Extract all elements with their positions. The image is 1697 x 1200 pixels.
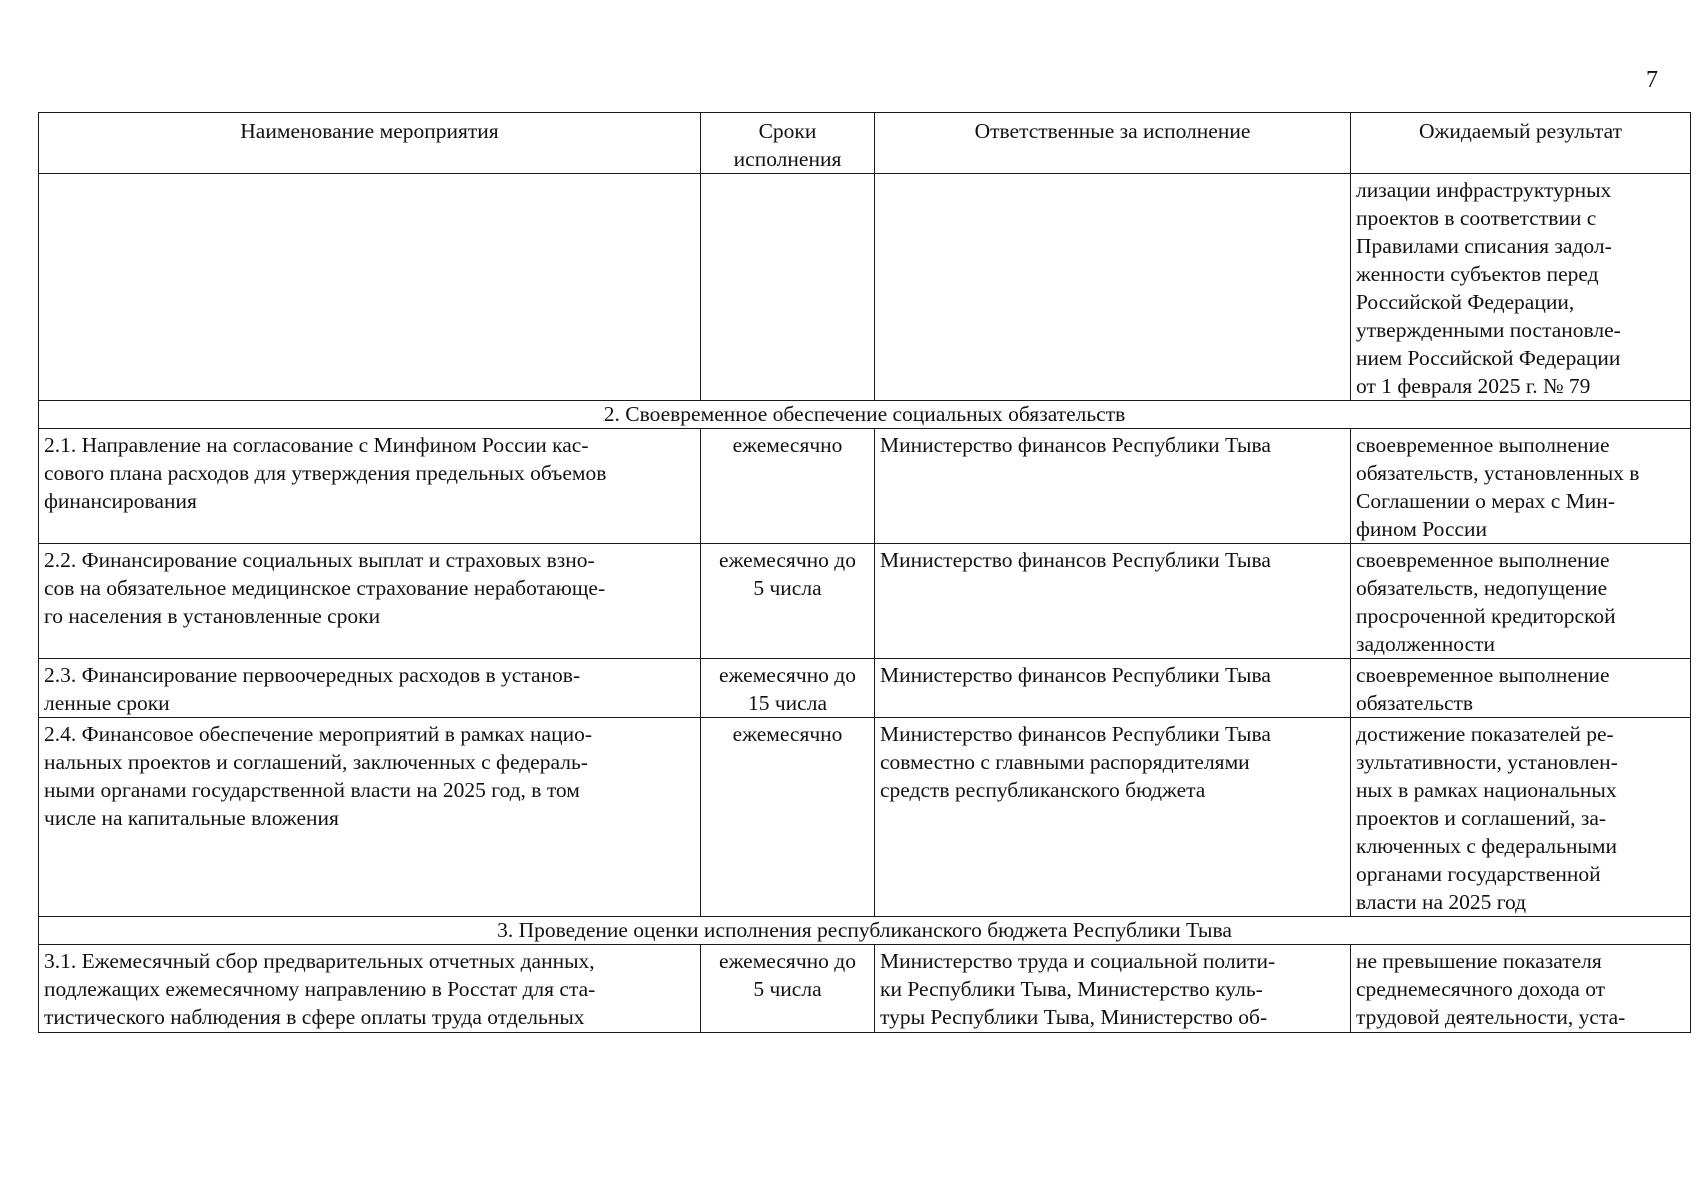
section-2-title: 2. Своевременное обеспечение социальных обязательств: [39, 401, 1691, 429]
table-row: [39, 945, 1691, 1033]
cell-expected-result: своевременное выполнение обязательств: [1351, 659, 1691, 718]
table-row: [39, 659, 1691, 718]
table-row: [39, 544, 1691, 659]
cell-expected-result: своевременное выполнение обязательств, установленных в Соглашении о мерах с Мин- фином России: [1351, 429, 1691, 544]
table-row: [39, 718, 1691, 917]
cell-responsible: Министерство финансов Республики Тыва: [875, 429, 1351, 544]
cell-deadline: ежемесячно до 15 числа: [701, 659, 875, 718]
action-plan-table: [38, 112, 1691, 1033]
cell-responsible: Министерство финансов Республики Тыва: [875, 544, 1351, 659]
cell-activity-name: [39, 174, 701, 401]
cell-deadline: ежемесячно: [701, 429, 875, 544]
header-deadline: Сроки исполнения: [701, 113, 875, 174]
cell-activity-name: 2.1. Направление на согласование с Минфином России кас- сового плана расходов для утверждения предельных объемов финансирования: [39, 429, 701, 544]
cell-deadline: ежемесячно до 5 числа: [701, 945, 875, 1033]
table-row: [39, 174, 1691, 401]
page-number: 7: [1646, 67, 1658, 93]
header-activity-name: Наименование мероприятия: [39, 113, 701, 174]
cell-expected-result: лизации инфраструктурных проектов в соответствии с Правилами списания задол- женности субъектов перед Российской Федерации, утвержденными постановле- нием Российской Федерации от 1 февраля 2025 г. № 79: [1351, 174, 1691, 401]
section-3-title: 3. Проведение оценки исполнения республиканского бюджета Республики Тыва: [39, 917, 1691, 945]
table-header-row: [39, 113, 1691, 174]
cell-activity-name: 2.2. Финансирование социальных выплат и страховых взно- сов на обязательное медицинское страхование неработающе- го населения в установленные сроки: [39, 544, 701, 659]
header-expected-result: Ожидаемый результат: [1351, 113, 1691, 174]
cell-deadline: [701, 174, 875, 401]
cell-responsible: [875, 174, 1351, 401]
cell-activity-name: 2.3. Финансирование первоочередных расходов в установ- ленные сроки: [39, 659, 701, 718]
cell-expected-result: достижение показателей ре- зультативности, установлен- ных в рамках национальных проектов и соглашений, за- ключенных с федеральными органами государственной власти на 2025 год: [1351, 718, 1691, 917]
cell-expected-result: своевременное выполнение обязательств, недопущение просроченной кредиторской задолженности: [1351, 544, 1691, 659]
cell-responsible: Министерство финансов Республики Тыва: [875, 659, 1351, 718]
cell-deadline: ежемесячно: [701, 718, 875, 917]
cell-activity-name: 3.1. Ежемесячный сбор предварительных отчетных данных, подлежащих ежемесячному направлению в Росстат для ста- тистического наблюдения в сфере оплаты труда отдельных: [39, 945, 701, 1033]
header-responsible: Ответственные за исполнение: [875, 113, 1351, 174]
cell-activity-name: 2.4. Финансовое обеспечение мероприятий в рамках нацио- нальных проектов и соглашений, заключенных с федераль- ными органами государственной власти на 2025 год, в том числе на капитальные вложения: [39, 718, 701, 917]
section-heading-row: [39, 917, 1691, 945]
table-row: [39, 429, 1691, 544]
cell-deadline: ежемесячно до 5 числа: [701, 544, 875, 659]
section-heading-row: [39, 401, 1691, 429]
cell-expected-result: не превышение показателя среднемесячного дохода от трудовой деятельности, уста-: [1351, 945, 1691, 1033]
cell-responsible: Министерство труда и социальной полити- ки Республики Тыва, Министерство куль- туры Республики Тыва, Министерство об-: [875, 945, 1351, 1033]
cell-responsible: Министерство финансов Республики Тыва совместно с главными распорядителями средств республиканского бюджета: [875, 718, 1351, 917]
